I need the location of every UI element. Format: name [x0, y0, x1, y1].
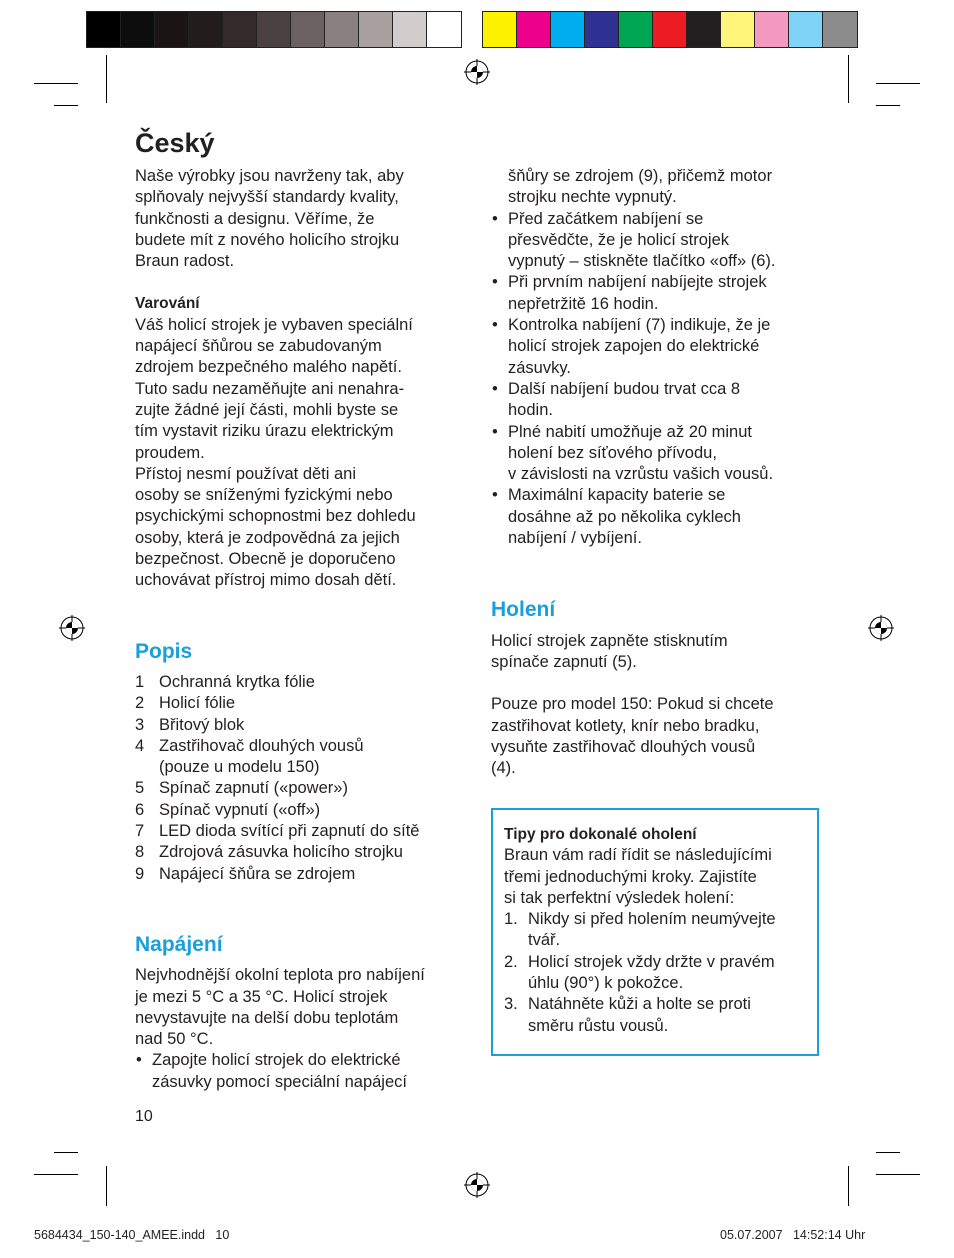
footer-timestamp: 05.07.2007 14:52:14 Uhr [720, 1228, 866, 1242]
color-swatch [87, 12, 121, 47]
list-item [135, 672, 475, 693]
tips-title: Tipy pro dokonalé oholení [504, 826, 697, 843]
list-item: • Při prvním nabíjení nabíjejte strojek nepřetržitě 16 hodin. [491, 272, 826, 315]
footer-file-info: 5684434_150-140_AMEE.indd 10 [34, 1228, 230, 1242]
list-item: • Další nabíjení budou trvat cca 8 hodin. [491, 379, 826, 422]
holeni-paragraph-2: Pouze pro model 150: Pokud si chcete zastřihovat kotlety, knír nebo bradku, vysuňte zastřihovač dlouhých vousů (4). [491, 695, 774, 778]
color-swatch [823, 12, 857, 47]
item-number: 2. [504, 952, 518, 971]
crop-mark [876, 105, 900, 106]
napajeni-heading: Napájení [135, 932, 223, 956]
crop-mark [848, 1166, 849, 1206]
list-item: • Plné nabití umožňuje až 20 minut holení bez síťového přívodu, v závislosti na vzrůstu vašich vousů. [491, 422, 826, 486]
crop-mark [106, 55, 107, 103]
color-swatch [687, 12, 721, 47]
item-text: Natáhněte kůži a holte se proti směru růstu vousů. [528, 995, 751, 1035]
color-swatch [551, 12, 585, 47]
holeni-paragraph-1: Holicí strojek zapněte stisknutím spínače zapnutí (5). [491, 631, 728, 671]
color-swatch [427, 12, 461, 47]
item-text: Zdrojová zásuvka holicího strojku [159, 843, 403, 862]
registration-mark-icon [59, 615, 85, 641]
tips-intro: Braun vám radí řídit se následujícími třemi jednoduchými kroky. Zajistíte si tak perfektní výsledek holení: [504, 846, 772, 907]
tips-list [504, 909, 807, 1037]
popis-heading: Popis [135, 639, 193, 663]
item-number: 1 [135, 672, 145, 691]
color-swatch [393, 12, 427, 47]
crop-mark [876, 83, 920, 84]
color-swatch [483, 12, 517, 47]
process-color-bar [482, 11, 858, 48]
color-swatch [619, 12, 653, 47]
color-swatch [359, 12, 393, 47]
napajeni-bullets [135, 1050, 475, 1093]
list-item [504, 994, 807, 1037]
color-swatch [653, 12, 687, 47]
warning-paragraph: Váš holicí strojek je vybaven speciální napájecí šňůrou se zabudovaným zdrojem bezpečného malého napětí. Tuto sadu nezaměňujte ani nenahra- zujte žádné její části, mohli byste se tím vystavit riziku úrazu elektrickým proudem. Přístoj nesmí používat děti ani osoby se sníženými fyzickými nebo psychickými schopnostmi bez dohledu osoby, která je zodpovědná za jejich bezpečnost. Obecně je doporučeno uchovávat přístroj mimo dosah dětí. [135, 315, 416, 590]
crop-mark [54, 105, 78, 106]
color-swatch [189, 12, 223, 47]
grayscale-color-bar [86, 11, 462, 48]
color-swatch [755, 12, 789, 47]
item-number: 5 [135, 779, 145, 798]
list-item [504, 909, 807, 952]
crop-mark [876, 1152, 900, 1153]
color-swatch [585, 12, 619, 47]
list-item [135, 715, 475, 736]
warning-title: Varování [135, 295, 200, 313]
left-column [135, 166, 475, 1093]
list-item: • Zapojte holicí strojek do elektrické zásuvky pomocí speciální napájecí [135, 1050, 475, 1093]
item-text: Napájecí šňůra se zdrojem [159, 864, 356, 883]
list-item [135, 800, 475, 821]
list-item [504, 952, 807, 995]
list-item [135, 821, 475, 842]
crop-mark [876, 1174, 920, 1175]
item-text: Nikdy si před holením neumývejte tvář. [528, 910, 776, 950]
item-text: Holicí fólie [159, 694, 236, 713]
list-item: • Maximální kapacity baterie se dosáhne až po několika cyklech nabíjení / vybíjení. [491, 485, 826, 549]
item-number: 2 [135, 694, 145, 713]
color-swatch [517, 12, 551, 47]
page-title: Český [135, 128, 215, 158]
color-swatch [325, 12, 359, 47]
parts-list [135, 672, 475, 885]
color-swatch [789, 12, 823, 47]
item-number: 6 [135, 800, 145, 819]
item-number: 9 [135, 864, 145, 883]
crop-mark [54, 1152, 78, 1153]
list-item [135, 864, 475, 885]
crop-mark [34, 83, 78, 84]
color-swatch [721, 12, 755, 47]
color-swatch [155, 12, 189, 47]
continued-paragraph: šňůry se zdrojem (9), přičemž motor strojku nechte vypnutý. [508, 167, 773, 207]
crop-mark [848, 55, 849, 103]
list-item [135, 842, 475, 863]
color-swatch [257, 12, 291, 47]
page-number: 10 [135, 1108, 153, 1125]
charging-bullets [491, 209, 826, 550]
item-text: Břitový blok [159, 715, 245, 734]
color-swatch [121, 12, 155, 47]
item-number: 8 [135, 843, 145, 862]
list-item [135, 693, 475, 714]
tips-box [491, 808, 819, 1056]
list-item: • Před začátkem nabíjení se přesvědčte, že je holicí strojek vypnutý – stiskněte tlačítko «off» (6). [491, 209, 826, 273]
list-item [135, 778, 475, 799]
color-swatch [291, 12, 325, 47]
right-column [491, 166, 826, 779]
registration-mark-icon [464, 59, 490, 85]
item-text: Ochranná krytka fólie [159, 672, 315, 691]
item-text: Zastřihovač dlouhých vousů (pouze u modelu 150) [159, 736, 364, 777]
napajeni-paragraph: Nejvhodnější okolní teplota pro nabíjení je mezi 5 °C a 35 °C. Holicí strojek nevystavujte na delší dobu teplotám nad 50 °C. [135, 966, 425, 1049]
registration-mark-icon [868, 615, 894, 641]
item-number: 3. [504, 995, 518, 1014]
registration-mark-icon [464, 1172, 490, 1198]
item-number: 3 [135, 715, 145, 734]
list-item: • Kontrolka nabíjení (7) indikuje, že je holicí strojek zapojen do elektrické zásuvky. [491, 315, 826, 379]
color-swatch [223, 12, 257, 47]
list-item [135, 736, 475, 779]
item-number: 7 [135, 822, 145, 841]
crop-mark [34, 1174, 78, 1175]
item-text: Spínač vypnutí («off») [159, 800, 321, 819]
item-number: 4 [135, 736, 145, 755]
item-text: LED dioda svítící při zapnutí do sítě [159, 822, 420, 841]
item-text: Spínač zapnutí («power») [159, 779, 348, 798]
item-text: Holicí strojek vždy držte v pravém úhlu (90°) k pokožce. [528, 952, 775, 993]
holeni-heading: Holení [491, 598, 556, 622]
intro-paragraph: Naše výrobky jsou navrženy tak, aby splňovaly nejvyšší standardy kvality, funkčnosti a designu. Věříme, že budete mít z nového holicího strojku Braun radost. [135, 167, 404, 271]
item-number: 1. [504, 910, 518, 929]
crop-mark [106, 1166, 107, 1206]
